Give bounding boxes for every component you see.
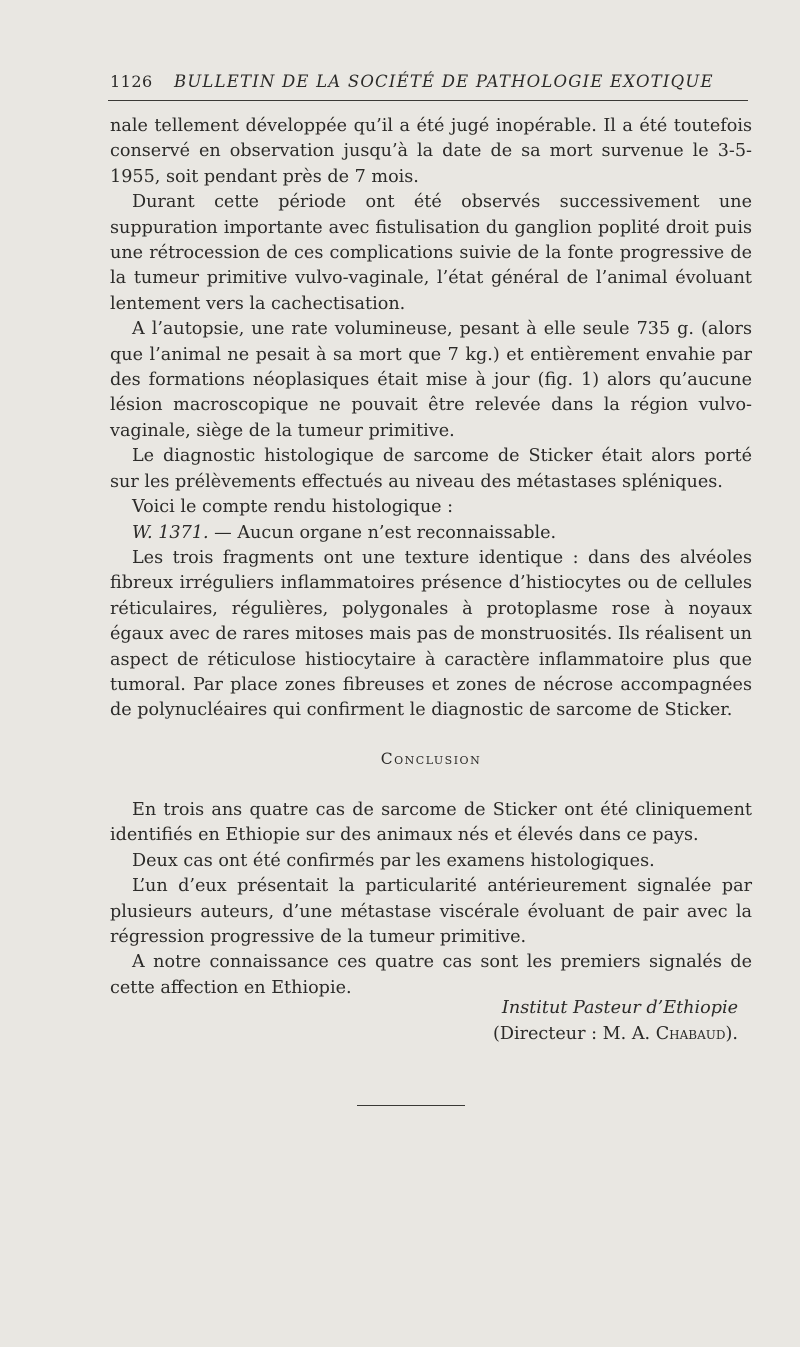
paragraph: A l’autopsie, une rate volumineuse, pesant à elle seule 735 g. (alors que l’animal ne pesait à sa mort que 7 kg.) et entièrement envahie par des formations néoplasiques était mise à jour (fig. 1) alors qu’aucune lésion macroscopique ne pouvait être relevée dans la région vulvo-vaginale, siège de la tumeur primitive. bbox=[110, 319, 752, 441]
director-prefix: (Directeur : M. A. bbox=[493, 1024, 656, 1044]
paragraph: En trois ans quatre cas de sarcome de Sticker ont été cliniquement identifiés en Ethiopie sur des animaux nés et élevés dans ce pays. bbox=[110, 800, 752, 846]
paragraph: Voici le compte rendu histologique : bbox=[132, 497, 454, 518]
paragraph: Durant cette période ont été observés successivement une suppuration importante avec fistulisation du ganglion poplité droit puis une rétrocession de ces complications suivie de la fonte progressive de la tumeur primitive vulvo-vaginale, l’état général de l’animal évoluant lentement vers la cachectisation. bbox=[110, 192, 752, 314]
paragraph: Deux cas ont été confirmés par les examens histologiques. bbox=[132, 850, 655, 871]
paragraph: A notre connaissance ces quatre cas sont les premiers signalés de cette affection en Ethiopie. bbox=[110, 952, 752, 998]
histology-report-line bbox=[110, 521, 752, 546]
conclusion-heading: Conclusion bbox=[380, 750, 482, 768]
director-suffix: ). bbox=[725, 1024, 738, 1044]
report-reference: W. 1371. bbox=[132, 522, 209, 543]
running-header bbox=[108, 70, 748, 101]
journal-title: BULLETIN DE LA SOCIÉTÉ DE PATHOLOGIE EXOTIQUE bbox=[174, 72, 714, 91]
paragraph: L’un d’eux présentait la particularité antérieurement signalée par plusieurs auteurs, d’une métastase viscérale évoluant de pair avec la régression progressive de la tumeur primitive. bbox=[110, 876, 752, 948]
signature-block bbox=[110, 995, 738, 1047]
director-line bbox=[110, 1021, 738, 1047]
report-text: — Aucun organe n’est reconnaissable. bbox=[208, 522, 557, 543]
paragraph: Les trois fragments ont une texture identique : dans des alvéoles fibreux irréguliers inflammatoires présence d’histiocytes ou de cellules réticulaires, régulières, polygonales à protoplasme rose à noyaux égaux avec de rares mitoses mais pas de monstruosités. Ils réalisent un aspect de réticulose histiocytaire à caractère inflammatoire plus que tumoral. Par place zones fibreuses et zones de nécrose accompagnées de polynucléaires qui confirment le diagnostic de sarcome de Sticker. bbox=[110, 547, 752, 721]
director-name: Chabaud bbox=[655, 1024, 726, 1044]
footnote-divider bbox=[357, 1105, 465, 1106]
main-text bbox=[110, 114, 752, 724]
institute-name: Institut Pasteur d’Ethiopie bbox=[501, 998, 738, 1018]
paragraph: nale tellement développée qu’il a été jugé inopérable. Il a été toutefois conservé en observation jusqu’à la date de sa mort survenue le 3-5-1955, soit pendant près de 7 mois. bbox=[110, 116, 752, 187]
page-number: 1126 bbox=[110, 72, 153, 91]
paragraph: Le diagnostic histologique de sarcome de Sticker était alors porté sur les prélèvements effectués au niveau des métastases spléniques. bbox=[110, 446, 752, 492]
conclusion-text bbox=[110, 798, 752, 1001]
